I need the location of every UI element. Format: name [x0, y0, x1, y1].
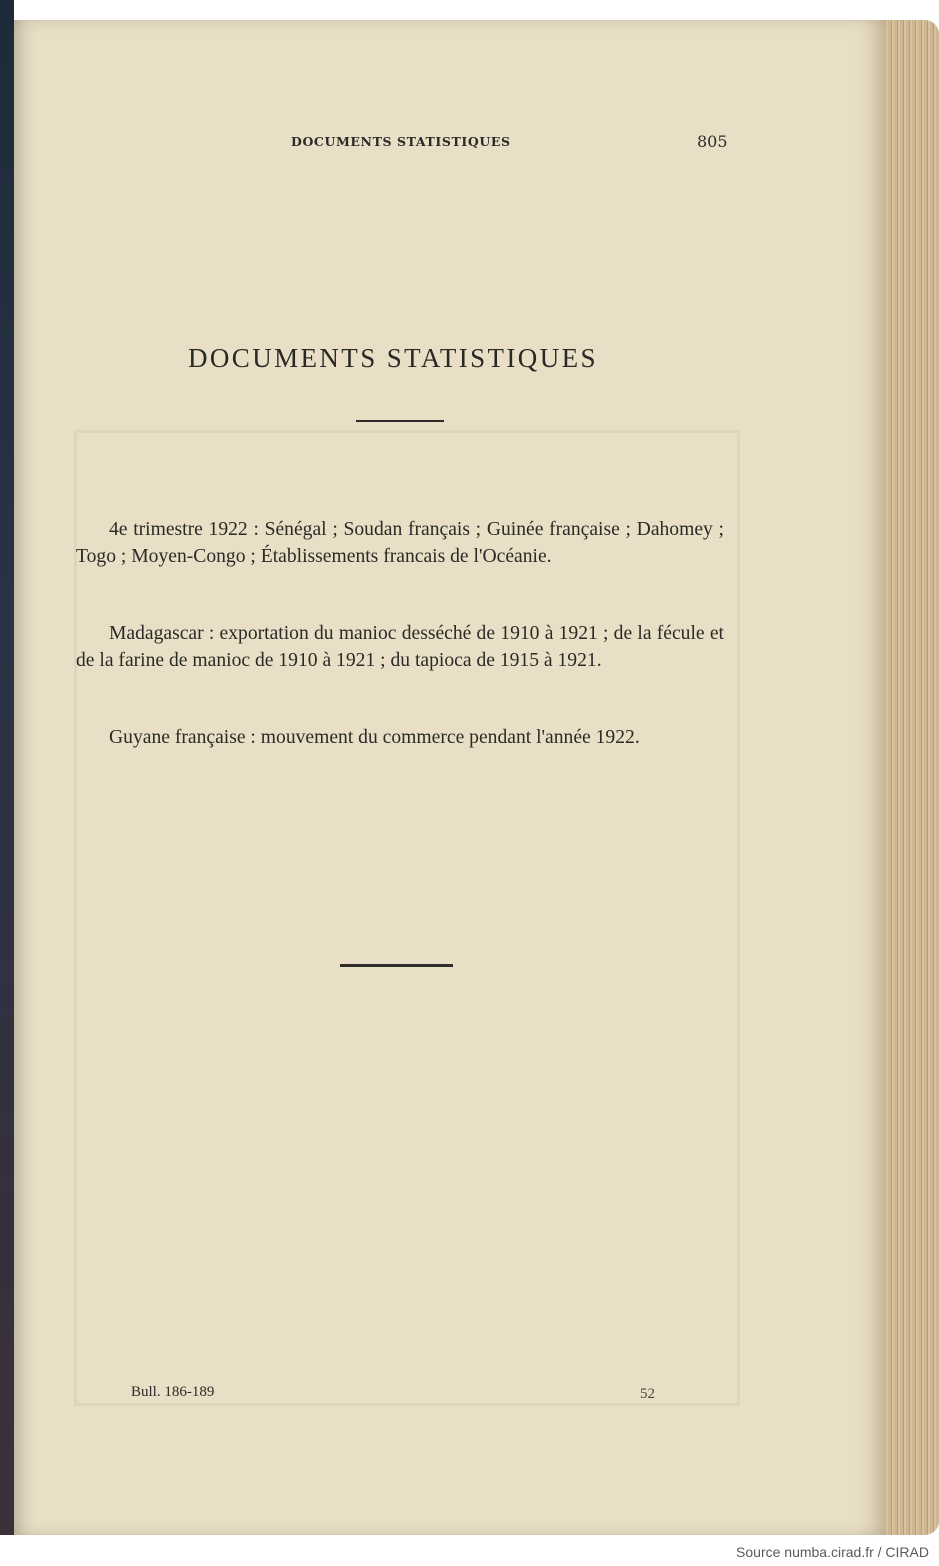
page-title: DOCUMENTS STATISTIQUES [188, 343, 598, 373]
signature-mark: 52 [640, 1386, 655, 1402]
bulletin-reference: Bull. 186-189 [131, 1384, 215, 1400]
paragraph-madagascar: Madagascar : exportation du manioc desséché de 1910 à 1921 ; de la fécule et de la farine de manioc de 1910 à 1921 ; du tapioca de 1915 à 1921. [76, 623, 724, 671]
title-rule [356, 420, 444, 422]
running-header-title: DOCUMENTS STATISTIQUES [291, 134, 511, 149]
page-stack-edges [882, 20, 939, 1535]
book-page [14, 20, 886, 1535]
page-number: 805 [697, 132, 728, 151]
paragraph-guyane: Guyane française : mouvement du commerce pendant l'année 1922. [109, 727, 640, 748]
show-through-frame [74, 430, 740, 1406]
paragraph-trimestre: 4e trimestre 1922 : Sénégal ; Soudan français ; Guinée française ; Dahomey ; Togo ; Moyen-Congo ; Établissements francais de l'Océanie. [76, 519, 724, 567]
book-binding-edge [0, 0, 14, 1535]
source-credit: Source numba.cirad.fr / CIRAD [736, 1544, 929, 1560]
closing-rule [340, 964, 453, 967]
